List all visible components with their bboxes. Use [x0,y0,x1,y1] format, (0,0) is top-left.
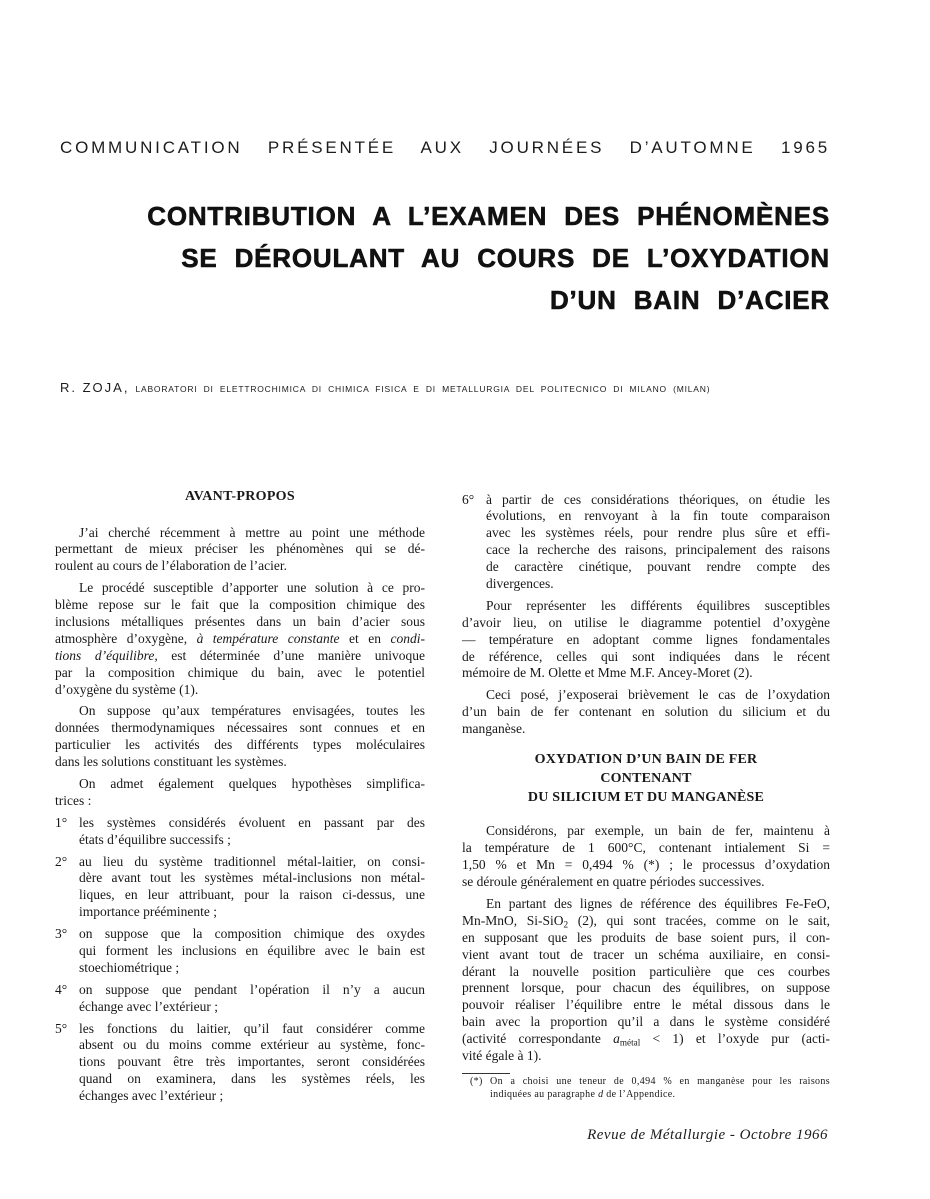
text-line: pouvoir réaliser l’équilibre entre le métal dissous dans le [462,997,830,1013]
title-line: CONTRIBUTION A L’EXAMEN DES PHÉNOMÈNES [147,200,830,231]
paragraph [55,525,425,576]
list-item [55,982,425,1016]
text-line: — température en adoptant comme lignes fondamentales [462,631,830,647]
text-line: tions pouvant être très importantes, seront considérées [79,1054,425,1070]
text-line: blème repose sur le fait que la composition chimique des [55,597,425,613]
text-line: on suppose que pendant l’opération il n’y a aucun [79,981,425,997]
text-line: à partir de ces considérations théoriques, on étudie les [486,491,830,507]
text-line: les fonctions du laitier, qu’il faut considérer comme [79,1020,425,1036]
section-heading [462,750,830,807]
text-run: Mn-MnO, Si-SiO [462,912,564,928]
item-number: 6° [462,491,475,507]
list-item [55,926,425,977]
text-line: absent ou du moins comme extérieur au système, fonc- [79,1037,425,1053]
text-line: particulier les activités des différents types moléculaires [55,737,425,753]
text-line: vient avant tout de tracer un schéma auxiliaire, en consi- [462,946,830,962]
item-number: 2° [55,853,68,869]
text-line: permettant de mieux préciser les phénomènes qui se dé- [55,541,425,557]
text-line: par la composition chimique du bain, avec le potentiel [55,664,425,680]
text-line: on suppose que la composition chimique des oxydes [79,926,425,942]
paragraph [462,598,830,682]
text-line: J’ai cherché récemment à mettre au point une méthode [79,524,425,540]
paragraph [55,703,425,771]
text-run: atmosphère d’oxygène, [55,630,197,646]
text-line: dère avant tout les systèmes métal-inclusions non métal- [79,870,425,886]
author-affiliation: LABORATORI DI ELETTROCHIMICA DI CHIMICA FISICA E DI METALLURGIA DEL POLITECNICO DI MILANO (MILAN) [135,384,711,394]
text-line: En partant des lignes de référence des équilibres Fe-FeO, [486,895,830,911]
subscript-text: métal [619,1037,641,1048]
text-line: On suppose qu’aux températures envisagées, toutes les [79,703,425,719]
footnote-mark: (*) [470,1076,483,1088]
heading-line: CONTENANT [600,771,692,787]
text-line: d’avoir lieu, on utilise le diagramme potentiel d’oxygène [462,614,830,630]
item-number: 3° [55,926,68,942]
text-line [490,1088,830,1101]
text-line: dans les solutions constituant les systèmes. [55,754,287,770]
text-line: Ceci posé, j’exposerai brièvement le cas de l’oxydation [486,687,830,703]
text-line: états d’équilibre successifs ; [79,831,231,847]
text-line: mémoire de M. Olette et Mme M.F. Ancey-Moret (2). [462,665,753,681]
subscript-text: 2 [563,919,569,930]
text-line: Considérons, par exemple, un bain de fer, maintenu à [486,823,830,839]
item-number: 4° [55,981,68,997]
text-run: de l’Appendice. [603,1089,676,1101]
title-line: SE DÉROULANT AU COURS DE L’OXYDATION [181,242,830,273]
italic-text: tions d’équilibre, [55,647,158,663]
italic-text: d [598,1089,604,1101]
text-line [462,913,830,930]
author-line [60,380,710,397]
text-line: avec les systèmes réels, pour rendre plus sûre et effi- [486,525,830,541]
item-number: 1° [55,814,68,830]
text-line: 1,50 % et Mn = 0,494 % (*) ; le processus d’oxydation [462,857,830,873]
article-title [147,195,830,321]
text-line: On admet également quelques hypothèses simplifica- [79,776,425,792]
communication-header: COMMUNICATION PRÉSENTÉE AUX JOURNÉES D’AUTOMNE 1965 [60,138,830,157]
list-item [55,815,425,849]
text-line: d’oxygène du système (1). [55,681,199,697]
text-line: On a choisi une teneur de 0,494 % en manganèse pour les raisons [490,1076,830,1088]
text-line: bain avec la proportion qu’il a dans le système considéré [462,1014,830,1030]
text-line: dérant la nouvelle position particulière que ces courbes [462,963,830,979]
footnote [462,1073,830,1102]
left-column-body [55,525,425,1106]
text-line: qui forment les inclusions en équilibre avec le bain est [79,943,425,959]
title-line: D’UN BAIN D’ACIER [549,284,830,315]
paragraph [462,687,830,738]
text-line [55,631,425,648]
paragraph [462,823,830,891]
text-line: manganèse. [462,721,526,737]
text-run: (activité correspondante [462,1031,614,1047]
heading-line: DU SILICIUM ET DU MANGANÈSE [527,790,765,806]
text-line [462,1031,830,1048]
paragraph [55,776,425,810]
text-line: vité égale à 1). [462,1047,542,1063]
paragraph [55,580,425,698]
italic-text: condi- [390,630,425,646]
text-line: la température de 1 600°C, contenant intialement Si = [462,840,830,856]
author-name: R. ZOJA, [60,380,130,395]
right-column [462,492,830,1102]
text-line: liques, en leur attribuant, pour la raison ci-dessus, une [79,887,425,903]
text-line: de référence, celles qui sont indiquées dans le récent [462,648,830,664]
text-line: cace la recherche des raisons, principalement des raisons [486,542,830,558]
right-column-body [462,492,830,1065]
text-line: trices : [55,792,92,808]
text-run: et en [339,630,391,646]
text-line: roulent au cours de l’élaboration de l’acier. [55,558,288,574]
text-line: évolutions, en renvoyant à la fin toute comparaison [486,508,830,524]
text-line: quand on examinera, dans les systèmes réels, les [79,1071,425,1087]
text-line: en supposant que les produits de base soient purs, il con- [462,929,830,945]
left-column [55,488,425,1105]
text-line: Pour représenter les différents équilibres susceptibles [486,597,830,613]
text-line: données thermodynamiques nécessaires sont connues et en [55,720,425,736]
text-line: se déroule généralement en quatre périodes successives. [462,874,765,890]
list-item [55,1021,425,1105]
text-line: échange avec l’extérieur ; [79,998,219,1014]
journal-citation: Revue de Métallurgie - Octobre 1966 [587,1127,828,1143]
text-line: stoechiométrique ; [79,959,180,975]
section-heading: AVANT-PROPOS [185,489,295,504]
text-line: prennent lorsque, pour chacun des équilibres, on suppose [462,980,830,996]
footnote-text [462,1075,830,1101]
text-run: est déterminée d’une manière univoque [157,647,425,663]
text-line: divergences. [486,576,554,591]
italic-text: à température constante [196,630,340,646]
heading-line: OXYDATION D’UN BAIN DE FER [534,752,758,768]
list-item [55,854,425,922]
italic-text: a [613,1031,620,1047]
text-line: les systèmes considérés évoluent en passant par des [79,814,425,830]
text-line: de caractère cinétique, pouvant rendre compte des [486,559,830,575]
footnote-rule [462,1073,510,1074]
text-run: (2), qui sont tracées, comme on le sait, [568,912,830,928]
paragraph [462,896,830,1065]
item-number: 5° [55,1020,68,1036]
text-line: au lieu du système traditionnel métal-laitier, on consi- [79,853,425,869]
text-run: indiquées au paragraphe [490,1089,599,1101]
text-line: échanges avec l’extérieur ; [79,1088,224,1104]
text-line: importance prééminente ; [79,904,217,920]
text-line: Le procédé susceptible d’apporter une solution à ce pro- [79,580,425,596]
text-line [55,648,425,665]
list-item [462,492,830,593]
text-line: inclusions métalliques présentes dans un bain d’acier sous [55,614,425,629]
text-line: d’un bain de fer contenant en solution du silicium et du [462,704,830,720]
text-run: < 1) et l’oxyde pur (acti- [640,1031,830,1047]
